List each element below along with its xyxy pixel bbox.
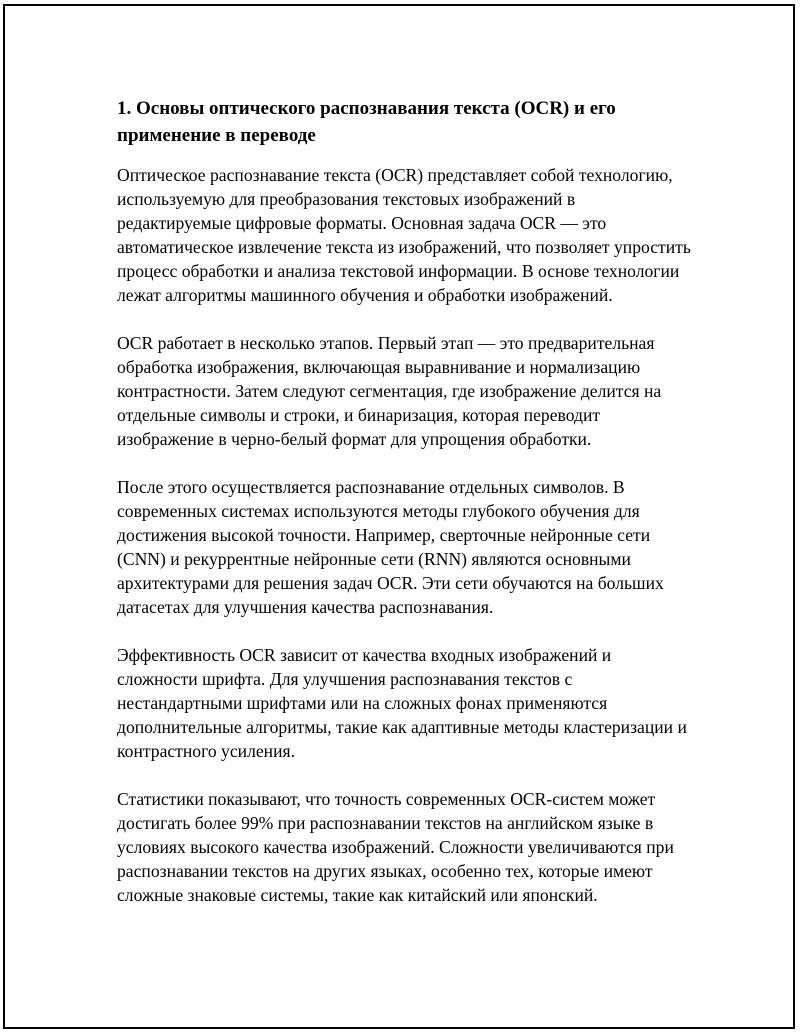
paragraph-ocr-intro: Оптическое распознавание текста (OCR) представляет собой технологию, используемую для преобразования текстовых изображений в редактируемые цифровые форматы. Основная задача OCR — это автоматическое извлечение текста из изображений, что позволяет упростить процесс обработки и анализа текстовой информации. В основе технологии лежат алгоритмы машинного обучения и обработки изображений. <box>117 165 691 305</box>
paragraph-ocr-statistics: Статистики показывают, что точность современных OCR-систем может достигать более 99% при распознавании текстов на английском языке в условиях высокого качества изображений. Сложности увеличиваются при распознавании текстов на других языках, особенно тех, которые имеют сложные знаковые системы, такие как китайский или японский. <box>117 789 674 905</box>
paragraph-ocr-stages: OCR работает в несколько этапов. Первый этап — это предварительная обработка изображения, включающая выравнивание и нормализацию контрастности. Затем следуют сегментация, где изображение делится на отдельные символы и строки, и бинаризация, которая переводит изображение в черно-белый формат для упрощения обработки. <box>117 333 662 449</box>
paragraph-character-recognition: После этого осуществляется распознавание отдельных символов. В современных системах используются методы глубокого обучения для достижения высокой точности. Например, сверточные нейронные сети (CNN) и рекуррентные нейронные сети (RNN) являются основными архитектурами для решения задач OCR. Эти сети обучаются на больших датасетах для улучшения качества распознавания. <box>117 477 664 617</box>
section-heading: 1. Основы оптического распознавания текста (OCR) и его применение в переводе <box>117 98 616 146</box>
document-body <box>117 95 692 931</box>
paragraph-ocr-efficiency: Эффективность OCR зависит от качества входных изображений и сложности шрифта. Для улучшения распознавания текстов с нестандартными шрифтами или на сложных фонах применяются дополнительные алгоритмы, такие как адаптивные методы кластеризации и контрастного усиления. <box>117 645 687 761</box>
